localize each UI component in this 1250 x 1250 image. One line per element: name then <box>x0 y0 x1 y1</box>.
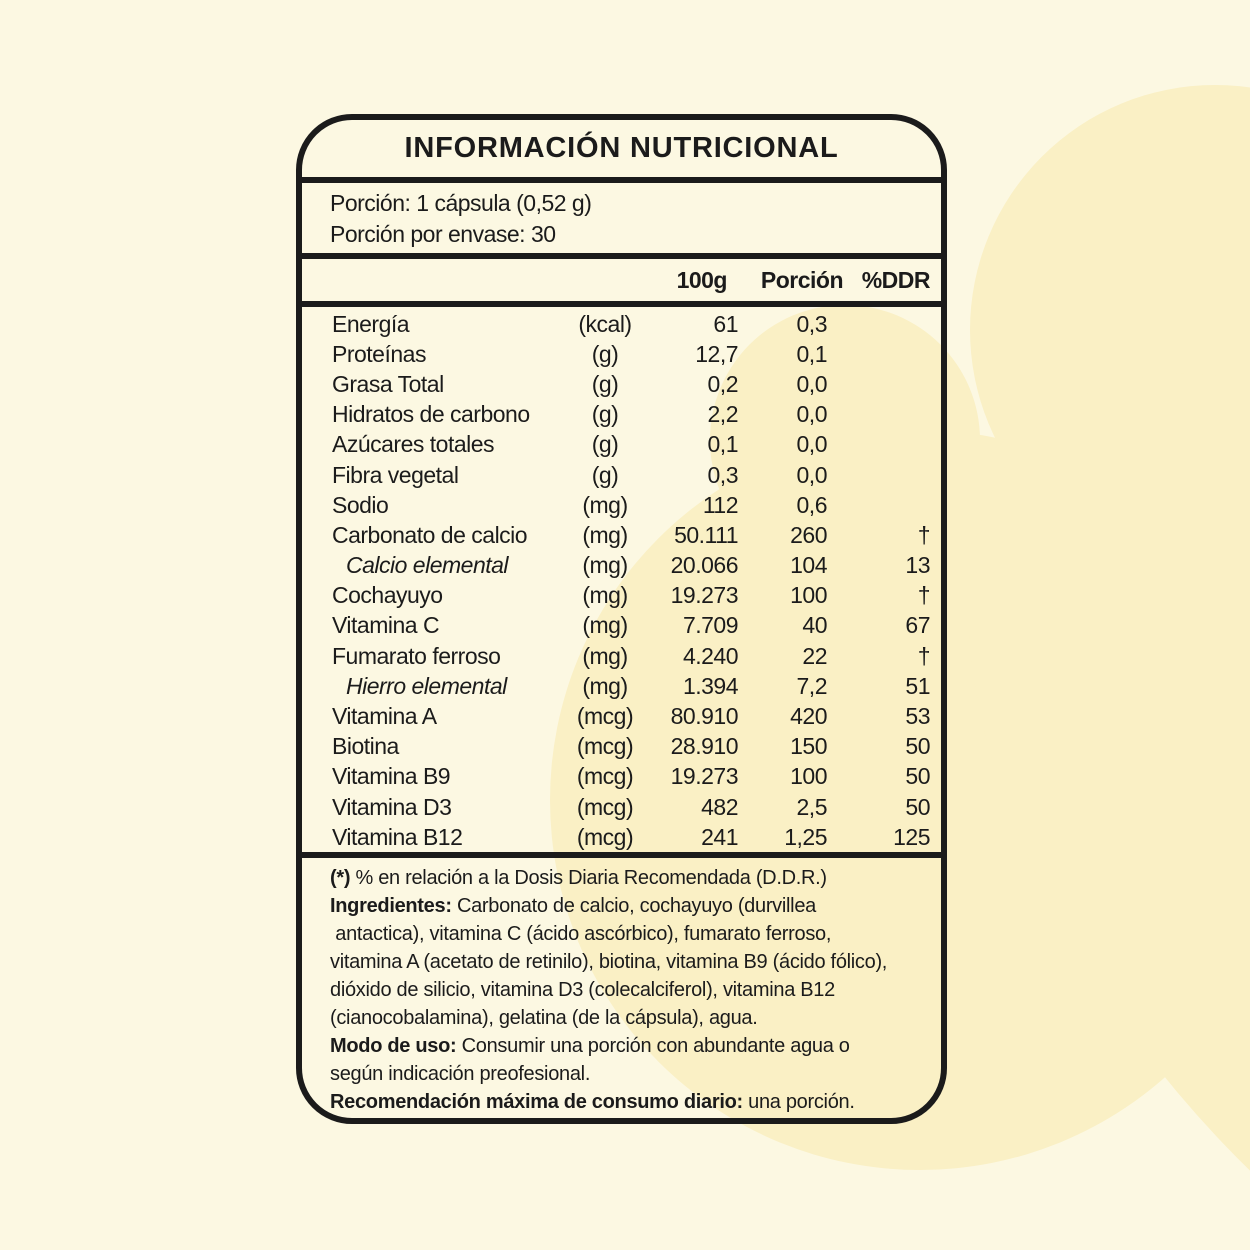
value-per-100g: 112 <box>702 491 738 518</box>
footnote-text: antactica), vitamina C (ácido ascórbico), fumarato ferroso, <box>330 923 832 945</box>
nutrient-unit: (g) <box>591 370 619 397</box>
value-percent-ddr: † <box>917 642 930 669</box>
footnote-line <box>330 976 927 1004</box>
nutrient-name: Sodio <box>332 491 389 518</box>
value-per-portion: 22 <box>802 642 827 669</box>
value-percent-ddr: 50 <box>905 733 930 760</box>
value-per-portion: 0,3 <box>796 310 827 337</box>
nutrient-unit: (mcg) <box>576 733 634 760</box>
value-per-100g: 50.111 <box>674 521 738 548</box>
nutrient-unit: (mg) <box>582 672 628 699</box>
value-per-100g: 482 <box>701 793 738 820</box>
nutrient-row <box>332 581 930 611</box>
nutrient-name: Hidratos de carbono <box>332 401 530 428</box>
nutrient-row <box>332 400 930 430</box>
column-headers <box>302 259 941 301</box>
value-per-portion: 104 <box>790 552 827 579</box>
column-header-100g: 100g <box>676 266 727 293</box>
value-percent-ddr: † <box>917 582 930 609</box>
value-per-portion: 7,2 <box>796 672 827 699</box>
value-percent-ddr: 50 <box>905 763 930 790</box>
nutrient-unit: (mcg) <box>576 823 634 850</box>
nutrient-name: Cochayuyo <box>332 582 443 609</box>
value-per-portion: 0,0 <box>796 461 827 488</box>
footnote-lead-in: Recomendación máxima de consumo diario: <box>330 1091 743 1113</box>
value-per-portion: 40 <box>802 612 827 639</box>
footnote-lead-in: Ingredientes: <box>330 895 452 917</box>
footnote-lead-in: (*) <box>330 867 351 889</box>
page-title: INFORMACIÓN NUTRICIONAL <box>404 132 839 164</box>
nutrient-unit: (g) <box>591 401 619 428</box>
serving-section <box>302 183 941 253</box>
value-percent-ddr: 67 <box>905 612 930 639</box>
nutrition-label <box>296 114 947 1124</box>
footnote-text: (cianocobalamina), gelatina (de la cápsula), agua. <box>330 1007 758 1029</box>
value-per-portion: 0,0 <box>796 401 827 428</box>
footnotes-section <box>302 858 941 1118</box>
footnote-lead-in: Modo de uso: <box>330 1035 457 1057</box>
nutrient-row <box>332 792 930 822</box>
nutrient-name: Hierro elemental <box>346 672 507 699</box>
nutrient-row <box>332 339 930 369</box>
nutrient-name: Grasa Total <box>332 370 444 397</box>
nutrient-name: Vitamina D3 <box>332 793 452 820</box>
nutrient-unit: (mg) <box>582 642 628 669</box>
value-per-portion: 100 <box>790 582 827 609</box>
serving-size: Porción: 1 cápsula (0,52 g) <box>330 190 592 216</box>
nutrient-unit: (mcg) <box>576 763 634 790</box>
value-percent-ddr: † <box>917 521 930 548</box>
nutrient-row <box>332 490 930 520</box>
nutrient-table <box>302 307 941 852</box>
value-per-portion: 0,0 <box>796 431 827 458</box>
value-per-100g: 0,1 <box>707 431 738 458</box>
nutrient-name: Proteínas <box>332 340 426 367</box>
column-header-porcion: Porción <box>760 266 843 293</box>
value-per-100g: 1.394 <box>682 672 738 699</box>
nutrient-row <box>332 762 930 792</box>
nutrient-row <box>332 641 930 671</box>
value-per-portion: 0,1 <box>796 340 827 367</box>
label-title-section <box>302 120 941 177</box>
value-percent-ddr: 125 <box>893 823 930 850</box>
footnote-text: Carbonato de calcio, cochayuyo (durvillea <box>451 895 816 917</box>
nutrient-row <box>332 732 930 762</box>
value-per-100g: 80.910 <box>670 703 738 730</box>
nutrient-name: Biotina <box>332 733 399 760</box>
nutrient-row <box>332 309 930 339</box>
nutrient-row <box>332 671 930 701</box>
footnote-text: dióxido de silicio, vitamina D3 (colecalciferol), vitamina B12 <box>330 979 835 1001</box>
nutrient-row <box>332 551 930 581</box>
nutrient-unit: (mg) <box>582 521 628 548</box>
nutrient-unit: (mg) <box>582 552 628 579</box>
value-per-100g: 19.273 <box>670 763 738 790</box>
servings-per-container: Porción por envase: 30 <box>330 221 556 247</box>
nutrient-name: Vitamina B12 <box>332 823 463 850</box>
value-percent-ddr: 53 <box>905 703 930 730</box>
nutrient-unit: (mg) <box>582 491 628 518</box>
nutrient-unit: (mg) <box>582 582 628 609</box>
value-per-portion: 260 <box>790 521 827 548</box>
footnote-line <box>330 920 927 948</box>
nutrient-row <box>332 822 930 852</box>
nutrient-name: Fumarato ferroso <box>332 642 501 669</box>
value-per-portion: 0,0 <box>796 370 827 397</box>
value-percent-ddr: 13 <box>905 552 930 579</box>
nutrient-unit: (g) <box>591 431 619 458</box>
nutrient-unit: (mcg) <box>576 703 634 730</box>
nutrient-row <box>332 701 930 731</box>
nutrient-name: Fibra vegetal <box>332 461 459 488</box>
value-per-portion: 2,5 <box>796 793 827 820</box>
value-per-100g: 28.910 <box>670 733 738 760</box>
value-per-100g: 0,3 <box>707 461 738 488</box>
nutrient-unit: (mcg) <box>576 793 634 820</box>
value-per-100g: 2,2 <box>707 401 738 428</box>
value-per-100g: 12,7 <box>695 340 738 367</box>
value-per-100g: 241 <box>701 823 738 850</box>
nutrient-unit: (g) <box>591 340 619 367</box>
nutrient-unit: (g) <box>591 461 619 488</box>
value-per-100g: 61 <box>713 310 738 337</box>
value-percent-ddr: 50 <box>905 793 930 820</box>
footnote-text: % en relación a la Dosis Diaria Recomendada (D.D.R.) <box>350 867 827 889</box>
footnote-text: vitamina A (acetato de retinilo), biotina, vitamina B9 (ácido fólico), <box>330 951 888 973</box>
nutrient-name: Vitamina B9 <box>332 763 451 790</box>
footnote-line <box>330 864 927 892</box>
value-per-portion: 1,25 <box>784 823 827 850</box>
footnote-line <box>330 1032 927 1060</box>
value-per-portion: 150 <box>790 733 827 760</box>
footnote-text: Consumir una porción con abundante agua o <box>456 1035 850 1057</box>
value-per-100g: 0,2 <box>707 370 738 397</box>
value-per-100g: 7.709 <box>682 612 738 639</box>
footnote-text: una porción. <box>742 1091 855 1113</box>
footnote-line <box>330 948 927 976</box>
footnote-line <box>330 1004 927 1032</box>
value-per-100g: 4.240 <box>682 642 738 669</box>
nutrient-name: Carbonato de calcio <box>332 521 528 548</box>
nutrient-name: Azúcares totales <box>332 431 495 458</box>
nutrient-name: Vitamina A <box>332 703 437 730</box>
value-per-portion: 0,6 <box>796 491 827 518</box>
footnote-line <box>330 892 927 920</box>
footnote-line <box>330 1060 927 1088</box>
footnote-text: según indicación preofesional. <box>330 1063 591 1085</box>
nutrient-row <box>332 611 930 641</box>
nutrient-name: Energía <box>332 310 410 337</box>
nutrient-row <box>332 460 930 490</box>
nutrient-unit: (mg) <box>582 612 628 639</box>
value-per-100g: 19.273 <box>670 582 738 609</box>
footnote-line <box>330 1088 927 1116</box>
nutrient-name: Calcio elemental <box>346 552 509 579</box>
value-per-portion: 420 <box>790 703 827 730</box>
column-header-ddr: %DDR <box>861 266 930 293</box>
nutrient-unit: (kcal) <box>578 310 632 337</box>
nutrient-row <box>332 369 930 399</box>
nutrient-row <box>332 520 930 550</box>
value-per-100g: 20.066 <box>670 552 738 579</box>
value-percent-ddr: 51 <box>905 672 930 699</box>
nutrient-row <box>332 430 930 460</box>
nutrient-name: Vitamina C <box>332 612 440 639</box>
value-per-portion: 100 <box>790 763 827 790</box>
